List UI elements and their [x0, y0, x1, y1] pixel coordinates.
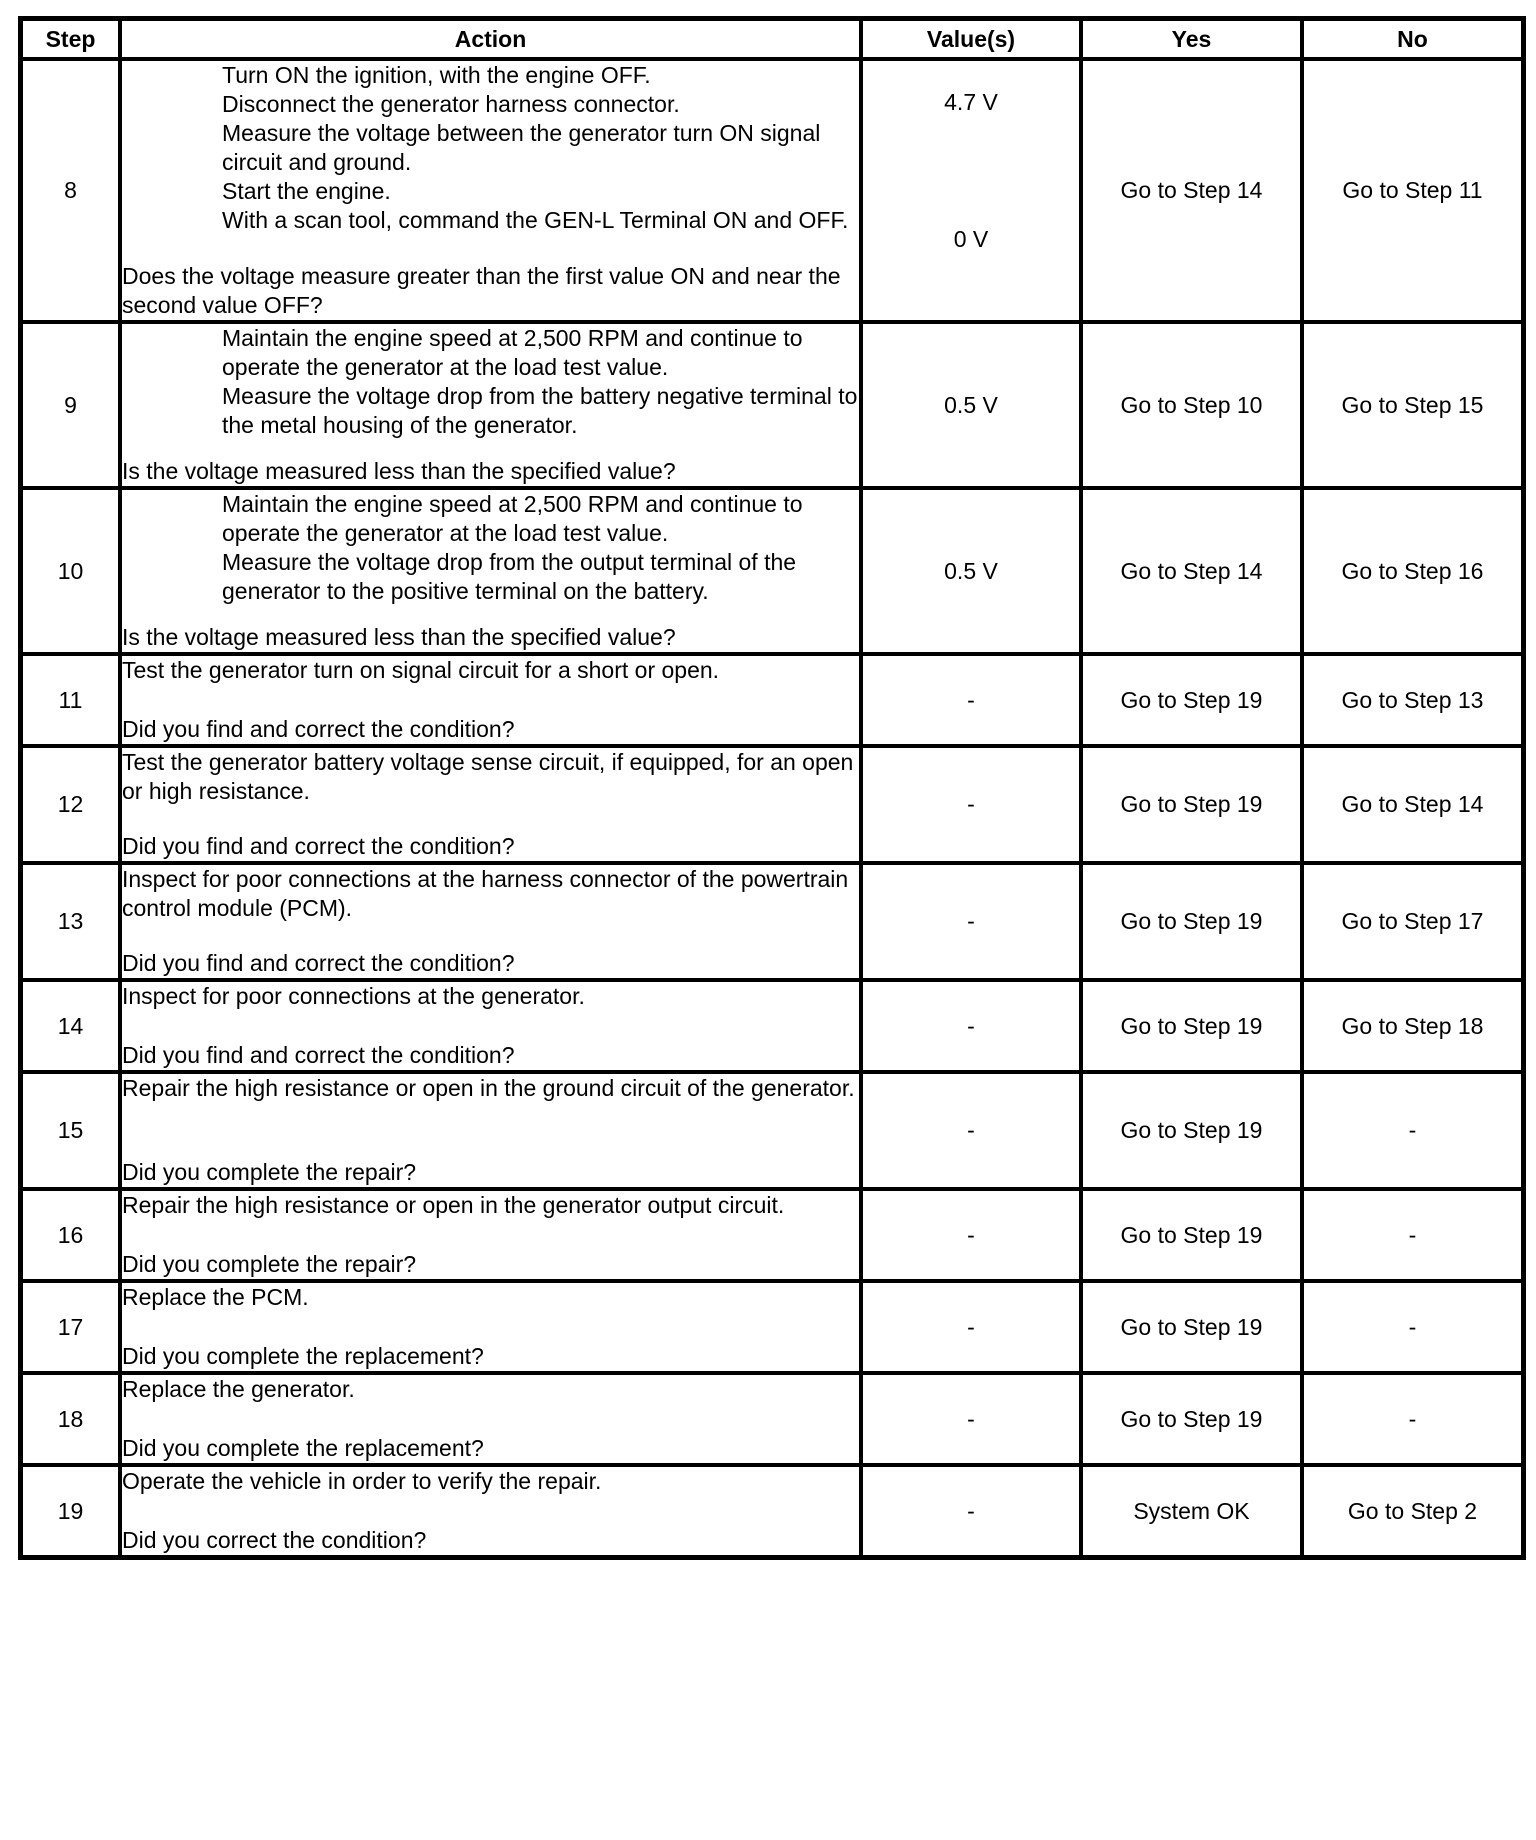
action-question: Did you complete the replacement?: [122, 1343, 484, 1369]
action-question: Did you find and correct the condition?: [122, 1042, 515, 1068]
no-cell: Go to Step 18: [1302, 980, 1523, 1072]
action-cell: [120, 1465, 861, 1557]
action-question: Did you complete the replacement?: [122, 1435, 484, 1461]
value-text: -: [967, 1012, 975, 1039]
action-cell: [120, 863, 861, 980]
table-row: [21, 1072, 1523, 1189]
action-content: [122, 61, 859, 320]
yes-cell: Go to Step 14: [1081, 488, 1302, 654]
no-cell: Go to Step 15: [1302, 322, 1523, 488]
value-text: -: [967, 1313, 975, 1340]
table-row: [21, 488, 1523, 654]
action-text: Operate the vehicle in order to verify the repair.: [122, 1468, 602, 1494]
step-number: 19: [21, 1465, 120, 1557]
table-row: [21, 863, 1523, 980]
action-content: [122, 1283, 859, 1371]
action-cell: [120, 1189, 861, 1281]
action-step-line: Disconnect the generator harness connector.: [222, 91, 680, 117]
step-number: 15: [21, 1072, 120, 1189]
action-question: Did you find and correct the condition?: [122, 833, 515, 859]
step-number: 10: [21, 488, 120, 654]
value-cell: [861, 1373, 1081, 1465]
table-row: [21, 1281, 1523, 1373]
action-step-line: Measure the voltage between the generator turn ON signal circuit and ground.: [222, 120, 821, 175]
action-cell: [120, 980, 861, 1072]
yes-cell: Go to Step 19: [1081, 863, 1302, 980]
step-number: 18: [21, 1373, 120, 1465]
yes-cell: Go to Step 19: [1081, 1281, 1302, 1373]
step-number: 8: [21, 59, 120, 322]
action-content: [122, 324, 859, 486]
action-step-line: Start the engine.: [222, 178, 391, 204]
header-action: Action: [120, 19, 861, 59]
header-values: Value(s): [861, 19, 1081, 59]
no-cell: Go to Step 13: [1302, 654, 1523, 746]
table-row: [21, 746, 1523, 863]
header-yes: Yes: [1081, 19, 1302, 59]
value-on: 4.7 V: [944, 88, 998, 115]
yes-cell: Go to Step 19: [1081, 1072, 1302, 1189]
table-row: [21, 59, 1523, 322]
header-row: [21, 19, 1523, 59]
yes-cell: Go to Step 19: [1081, 980, 1302, 1072]
table-row: [21, 1465, 1523, 1557]
value-text: -: [967, 1497, 975, 1524]
value-text: -: [967, 791, 975, 817]
action-cell: [120, 746, 861, 863]
action-question: Did you correct the condition?: [122, 1527, 427, 1553]
yes-cell: Go to Step 19: [1081, 654, 1302, 746]
action-text: Inspect for poor connections at the generator.: [122, 983, 585, 1009]
no-cell: -: [1302, 1373, 1523, 1465]
yes-cell: Go to Step 19: [1081, 1189, 1302, 1281]
header-no: No: [1302, 19, 1523, 59]
action-text: Inspect for poor connections at the harness connector of the powertrain control module (PCM).: [122, 866, 849, 921]
action-content: [122, 656, 859, 744]
action-content: [122, 982, 859, 1070]
action-content: [122, 865, 859, 978]
action-question: Did you find and correct the condition?: [122, 716, 515, 742]
table-row: [21, 1373, 1523, 1465]
action-text: Replace the generator.: [122, 1376, 355, 1402]
no-cell: Go to Step 2: [1302, 1465, 1523, 1557]
yes-cell: Go to Step 14: [1081, 59, 1302, 322]
value-cell: [861, 746, 1081, 863]
action-cell: [120, 1373, 861, 1465]
step-number: 12: [21, 746, 120, 863]
action-content: [122, 1467, 859, 1555]
step-number: 14: [21, 980, 120, 1072]
action-question: Did you complete the repair?: [122, 1251, 417, 1277]
action-cell: [120, 654, 861, 746]
action-text: Repair the high resistance or open in the generator output circuit.: [122, 1192, 785, 1218]
yes-cell: Go to Step 10: [1081, 322, 1302, 488]
step-number: 16: [21, 1189, 120, 1281]
value-cell: [861, 322, 1081, 488]
no-cell: -: [1302, 1072, 1523, 1189]
value-text: -: [967, 1117, 975, 1143]
action-steps: [122, 490, 859, 606]
action-content: [122, 1074, 859, 1187]
yes-cell: System OK: [1081, 1465, 1302, 1557]
action-steps: [122, 61, 859, 235]
value-cell: [861, 488, 1081, 654]
action-question: Did you find and correct the condition?: [122, 950, 515, 976]
value-cell: [861, 654, 1081, 746]
value-cell: [861, 59, 1081, 322]
value-cell: [861, 980, 1081, 1072]
action-content: [122, 490, 859, 652]
table-row: [21, 980, 1523, 1072]
action-question: Does the voltage measure greater than the first value ON and near the second value OFF?: [122, 263, 841, 318]
yes-cell: Go to Step 19: [1081, 746, 1302, 863]
no-cell: Go to Step 14: [1302, 746, 1523, 863]
step-number: 11: [21, 654, 120, 746]
action-cell: [120, 322, 861, 488]
action-step-line: With a scan tool, command the GEN-L Terminal ON and OFF.: [222, 207, 849, 233]
value-cell: [861, 1072, 1081, 1189]
value-cell: [861, 1281, 1081, 1373]
no-cell: Go to Step 11: [1302, 59, 1523, 322]
table-row: [21, 654, 1523, 746]
action-text: Replace the PCM.: [122, 1284, 309, 1310]
action-text: Repair the high resistance or open in the ground circuit of the generator.: [122, 1075, 855, 1101]
value-cell: [861, 1189, 1081, 1281]
value-text: -: [967, 1221, 975, 1248]
value-text: -: [967, 686, 975, 713]
value-cell: [861, 863, 1081, 980]
action-cell: [120, 488, 861, 654]
action-steps: [122, 324, 859, 440]
action-question: Did you complete the repair?: [122, 1159, 417, 1185]
table-row: [21, 322, 1523, 488]
action-step-line: Maintain the engine speed at 2,500 RPM and continue to operate the generator at the load test value.: [222, 491, 803, 546]
value-cell: [861, 1465, 1081, 1557]
action-content: [122, 1191, 859, 1279]
value-text: -: [967, 908, 975, 934]
action-text: Test the generator turn on signal circuit for a short or open.: [122, 657, 720, 683]
action-step-line: Measure the voltage drop from the output terminal of the generator to the positive terminal on the battery.: [222, 549, 797, 604]
step-number: 13: [21, 863, 120, 980]
no-cell: -: [1302, 1189, 1523, 1281]
action-content: [122, 1375, 859, 1463]
value-text: -: [967, 1405, 975, 1432]
action-text: Test the generator battery voltage sense circuit, if equipped, for an open or high resistance.: [122, 749, 854, 804]
action-step-line: Measure the voltage drop from the battery negative terminal to the metal housing of the generator.: [222, 383, 858, 438]
step-number: 9: [21, 322, 120, 488]
step-number: 17: [21, 1281, 120, 1373]
value-off: 0 V: [953, 225, 989, 252]
table-row: [21, 1189, 1523, 1281]
action-cell: [120, 1281, 861, 1373]
header-step: Step: [21, 19, 120, 59]
no-cell: Go to Step 16: [1302, 488, 1523, 654]
action-cell: [120, 1072, 861, 1189]
action-step-line: Maintain the engine speed at 2,500 RPM and continue to operate the generator at the load test value.: [222, 325, 803, 380]
value-text: 0.5 V: [944, 391, 998, 418]
diagnostic-table: [18, 16, 1526, 1560]
no-cell: Go to Step 17: [1302, 863, 1523, 980]
action-content: [122, 748, 859, 861]
action-step-line: Turn ON the ignition, with the engine OFF.: [222, 62, 651, 88]
value-text: 0.5 V: [944, 557, 998, 584]
action-cell: [120, 59, 861, 322]
table-body: [21, 59, 1523, 1557]
yes-cell: Go to Step 19: [1081, 1373, 1302, 1465]
action-question: Is the voltage measured less than the specified value?: [122, 624, 676, 650]
no-cell: -: [1302, 1281, 1523, 1373]
action-question: Is the voltage measured less than the specified value?: [122, 458, 676, 484]
